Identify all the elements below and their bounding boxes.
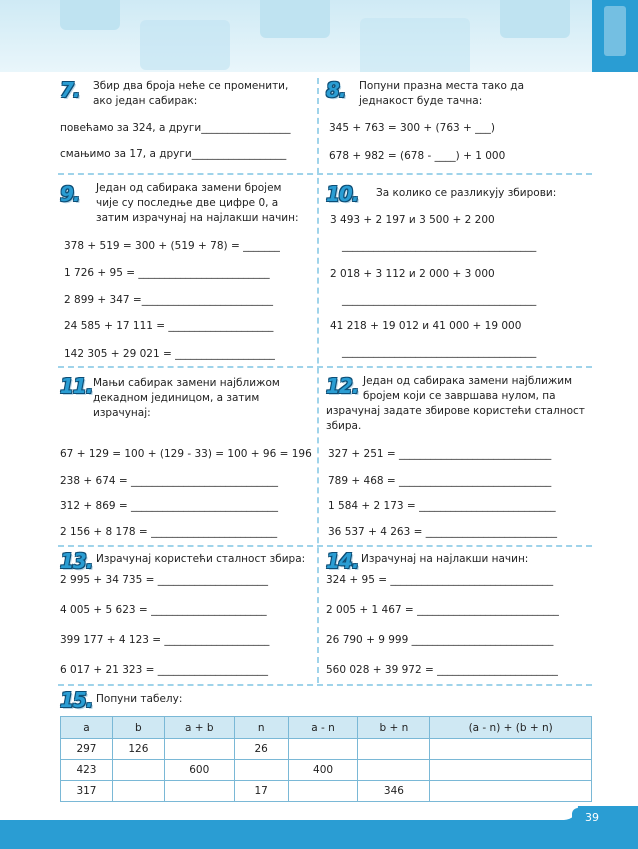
page-number: 39: [572, 808, 612, 828]
header-band: [0, 0, 638, 72]
task-12-line-2[interactable]: 789 + 468 = _____________________________: [328, 475, 552, 487]
col-header-a-minus-n: a - n: [288, 717, 358, 739]
instruction-line: ако један сабирак:: [93, 95, 198, 107]
table-cell[interactable]: [430, 760, 592, 781]
task-9-line-5[interactable]: 142 305 + 29 021 = ___________________: [64, 348, 275, 360]
table-cell[interactable]: [430, 739, 592, 760]
task-9-number: 9.: [60, 182, 80, 206]
task-9-line-2[interactable]: 1 726 + 95 = _________________________: [64, 267, 270, 279]
task-11-line-3[interactable]: 312 + 869 = ____________________________: [60, 500, 279, 512]
table-cell[interactable]: [288, 739, 358, 760]
instruction-line: За колико се разликују збирови:: [376, 187, 557, 199]
table-cell[interactable]: 126: [112, 739, 164, 760]
table-cell[interactable]: [234, 760, 288, 781]
task-8-number: 8.: [326, 78, 346, 102]
task-9-line-3[interactable]: 2 899 + 347 =_________________________: [64, 294, 273, 306]
task-14-instruction: [361, 552, 528, 567]
table-header-row: [61, 717, 592, 739]
instruction-line: израчунај:: [93, 407, 151, 419]
task-8-instruction: [359, 79, 524, 109]
table-cell[interactable]: 26: [234, 739, 288, 760]
task-11-line-2[interactable]: 238 + 674 = ____________________________: [60, 475, 279, 487]
col-header-expression: (a - n) + (b + n): [430, 717, 592, 739]
decor-square: [140, 20, 230, 70]
table-cell[interactable]: 297: [61, 739, 113, 760]
table-cell[interactable]: 346: [358, 781, 430, 802]
instruction-line: затим израчунај на најлакши начин:: [96, 212, 299, 224]
instruction-line: Израчунај на најлакши начин:: [361, 553, 529, 565]
table-cell[interactable]: [358, 739, 430, 760]
task-10-instruction: [376, 186, 556, 201]
task-10-answer-1[interactable]: _____________________________________: [342, 240, 537, 252]
instruction-line: бројем који се завршава нулом, па: [363, 390, 556, 402]
col-header-n: n: [234, 717, 288, 739]
table-cell[interactable]: 317: [61, 781, 113, 802]
column-divider: [317, 78, 319, 683]
table-cell[interactable]: 400: [288, 760, 358, 781]
table-cell[interactable]: [288, 781, 358, 802]
instruction-line: Израчунај користећи сталност збира:: [96, 553, 306, 565]
instruction-line: Збир два броја неће се променити,: [93, 80, 289, 92]
task-7-line-1[interactable]: повећамо за 324, а други_________________: [60, 122, 291, 134]
task-8-line-1[interactable]: 345 + 763 = 300 + (763 + ___): [329, 122, 496, 134]
task-13-instruction: [96, 552, 305, 567]
instruction-line: израчунај задате збирове користећи сталност: [326, 405, 585, 417]
task-9-line-1[interactable]: 378 + 519 = 300 + (519 + 78) = _______: [64, 240, 280, 252]
task-13-line-1[interactable]: 2 995 + 34 735 = _____________________: [60, 574, 268, 586]
instruction-line: чије су последње две цифре 0, а: [96, 197, 279, 209]
instruction-line: збира.: [326, 420, 362, 432]
table-cell[interactable]: 600: [164, 760, 234, 781]
table-cell[interactable]: [164, 781, 234, 802]
table-cell[interactable]: [112, 781, 164, 802]
col-header-b-plus-n: b + n: [358, 717, 430, 739]
decor-square: [260, 0, 330, 38]
task-13-line-4[interactable]: 6 017 + 21 323 = _____________________: [60, 664, 268, 676]
task-15-table: [60, 716, 592, 802]
instruction-line: Попуни празна места тако да: [359, 80, 525, 92]
task-11-line-1: 67 + 129 = 100 + (129 - 33) = 100 + 96 = 196: [60, 448, 312, 460]
table-cell[interactable]: [358, 760, 430, 781]
task-10-line-2: 2 018 + 3 112 и 2 000 + 3 000: [330, 268, 495, 280]
footer-curve: [0, 806, 578, 820]
task-10-answer-3[interactable]: _____________________________________: [342, 346, 537, 358]
task-15-instruction: [96, 692, 182, 707]
task-12-line-4[interactable]: 36 537 + 4 263 = _________________________: [328, 526, 557, 538]
decor-square: [60, 0, 120, 30]
task-7-instruction: [93, 79, 288, 109]
decor-square: [360, 18, 470, 72]
task-13-line-3[interactable]: 399 177 + 4 123 = ____________________: [60, 634, 270, 646]
task-12-instruction: [326, 374, 596, 434]
table-cell[interactable]: [164, 739, 234, 760]
task-11-number: 11.: [60, 374, 93, 398]
task-10-answer-2[interactable]: _____________________________________: [342, 294, 537, 306]
task-10-line-3: 41 218 + 19 012 и 41 000 + 19 000: [330, 320, 522, 332]
task-15-number: 15.: [60, 688, 93, 712]
instruction-line: Један од сабирака замени бројем: [96, 182, 282, 194]
instruction-line: Попуни табелу:: [96, 693, 183, 705]
instruction-line: једнакост буде тачна:: [359, 95, 483, 107]
task-12-line-1[interactable]: 327 + 251 = _____________________________: [328, 448, 552, 460]
task-9-line-4[interactable]: 24 585 + 17 111 = ____________________: [64, 320, 274, 332]
task-10-line-1: 3 493 + 2 197 и 3 500 + 2 200: [330, 214, 495, 226]
corner-tab-highlight: [604, 6, 626, 56]
task-7-line-2[interactable]: смањимо за 17, а други__________________: [60, 148, 287, 160]
table-row: [61, 781, 592, 802]
task-10-number: 10.: [326, 182, 359, 206]
table-cell[interactable]: 423: [61, 760, 113, 781]
col-header-a: a: [61, 717, 113, 739]
table-cell[interactable]: [430, 781, 592, 802]
section-divider: [58, 173, 592, 175]
col-header-a-plus-b: a + b: [164, 717, 234, 739]
task-14-line-3[interactable]: 26 790 + 9 999 ___________________________: [326, 634, 554, 646]
table-cell[interactable]: 17: [234, 781, 288, 802]
instruction-line: Мањи сабирак замени најближом: [93, 377, 280, 389]
table-row: [61, 760, 592, 781]
section-divider: [58, 684, 592, 686]
task-14-number: 14.: [326, 549, 359, 573]
instruction-line: декадном јединицом, а затим: [93, 392, 260, 404]
task-11-line-4[interactable]: 2 156 + 8 178 = ________________________: [60, 526, 278, 538]
instruction-line: Један од сабирака замени најближим: [363, 375, 573, 387]
section-divider: [58, 545, 592, 547]
decor-square: [500, 0, 570, 38]
task-13-number: 13.: [60, 549, 93, 573]
task-14-line-4[interactable]: 560 028 + 39 972 = _______________________: [326, 664, 558, 676]
task-9-instruction: [96, 181, 299, 226]
task-12-line-3[interactable]: 1 584 + 2 173 = __________________________: [328, 500, 556, 512]
section-divider: [58, 366, 592, 368]
task-14-line-2[interactable]: 2 005 + 1 467 = ___________________________: [326, 604, 559, 616]
table-cell[interactable]: [112, 760, 164, 781]
task-13-line-2[interactable]: 4 005 + 5 623 = ______________________: [60, 604, 267, 616]
task-12-number: 12.: [326, 374, 359, 398]
task-11-instruction: [93, 376, 280, 421]
task-8-line-2[interactable]: 678 + 982 = (678 - ____) + 1 000: [329, 150, 506, 162]
col-header-b: b: [112, 717, 164, 739]
task-14-line-1[interactable]: 324 + 95 = _______________________________: [326, 574, 554, 586]
footer-band: [0, 806, 638, 849]
table-row: [61, 739, 592, 760]
task-7-number: 7.: [60, 78, 80, 102]
